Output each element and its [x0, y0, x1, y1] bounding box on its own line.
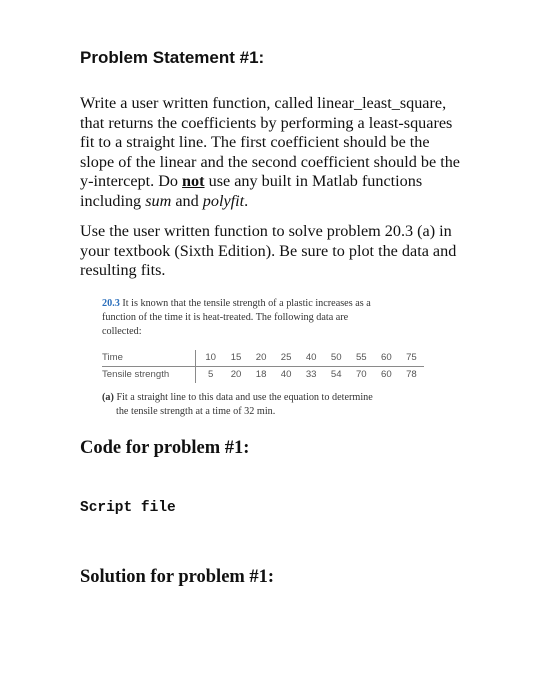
description-line [80, 192, 500, 212]
table-cell: 40 [280, 369, 292, 380]
excerpt-line: collected: [102, 326, 142, 337]
description-line: slope of the linear and the second coefficient should be the [80, 152, 460, 171]
table-cell: 20 [249, 350, 274, 367]
function-name-polyfit: polyfit [202, 191, 245, 210]
description-line: that returns the coefficients by performing a least-squares [80, 113, 453, 132]
problem-title: Problem Statement #1: [80, 48, 265, 67]
instruction-line: Use the user written function to solve problem 20.3 (a) in [80, 222, 452, 240]
table-cell: 50 [324, 350, 349, 367]
text-fragment: including [80, 191, 146, 210]
script-file-label: Script file [80, 500, 176, 516]
code-heading: Code for problem #1: [80, 438, 250, 458]
time-label: Time [102, 350, 195, 367]
table-cell: 10 [195, 350, 223, 367]
table-cell: 25 [274, 350, 299, 367]
description-line: Write a user written function, called linear_least_square, [80, 94, 447, 112]
task-instructions [80, 222, 500, 281]
strength-label: Tensile strength [102, 369, 170, 380]
table-cell: 55 [349, 350, 374, 367]
table-cell: 70 [355, 369, 367, 380]
description-line: fit to a straight line. The first coefficient should be the [80, 133, 430, 152]
table-cell: 20 [230, 369, 242, 380]
emphasis-not: not [182, 172, 205, 191]
strength-row [102, 367, 424, 384]
text-fragment: Fit a straight line to this data and use the equation to determine [116, 392, 373, 403]
solution-heading: Solution for problem #1: [80, 567, 275, 587]
table-cell: 15 [224, 350, 249, 367]
excerpt-statement [102, 297, 432, 339]
table-cell: 60 [380, 369, 392, 380]
description-line [80, 172, 500, 192]
table-cell: 5 [195, 367, 223, 384]
instruction-line: your textbook (Sixth Edition). Be sure to plot the data and [80, 241, 457, 260]
textbook-excerpt [102, 297, 432, 419]
text-fragment: and [171, 191, 203, 210]
part-a-line [102, 391, 432, 405]
time-row [102, 350, 424, 367]
table-cell: 33 [305, 369, 317, 380]
instruction-line: resulting fits. [80, 261, 166, 280]
table-cell: 75 [399, 350, 424, 367]
table-cell: 18 [255, 369, 267, 380]
part-a-label: (a) [102, 392, 114, 403]
part-a-line: the tensile strength at a time of 32 min. [116, 406, 276, 417]
function-name-sum: sum [145, 191, 172, 210]
table-cell: 60 [374, 350, 399, 367]
text-fragment: . [244, 191, 249, 210]
data-table [102, 350, 424, 383]
table-cell: 54 [330, 369, 342, 380]
part-a [102, 391, 432, 419]
text-fragment: It is known that the tensile strength of a plastic increases as a [122, 298, 371, 309]
excerpt-line [102, 297, 432, 311]
text-fragment: y-intercept. Do [80, 172, 183, 191]
excerpt-line: function of the time it is heat-treated. The following data are [102, 312, 349, 323]
table-cell: 78 [406, 369, 417, 380]
problem-number: 20.3 [102, 298, 120, 309]
problem-description [80, 94, 500, 212]
text-fragment: use any built in Matlab functions [204, 172, 423, 191]
table-cell: 40 [299, 350, 324, 367]
